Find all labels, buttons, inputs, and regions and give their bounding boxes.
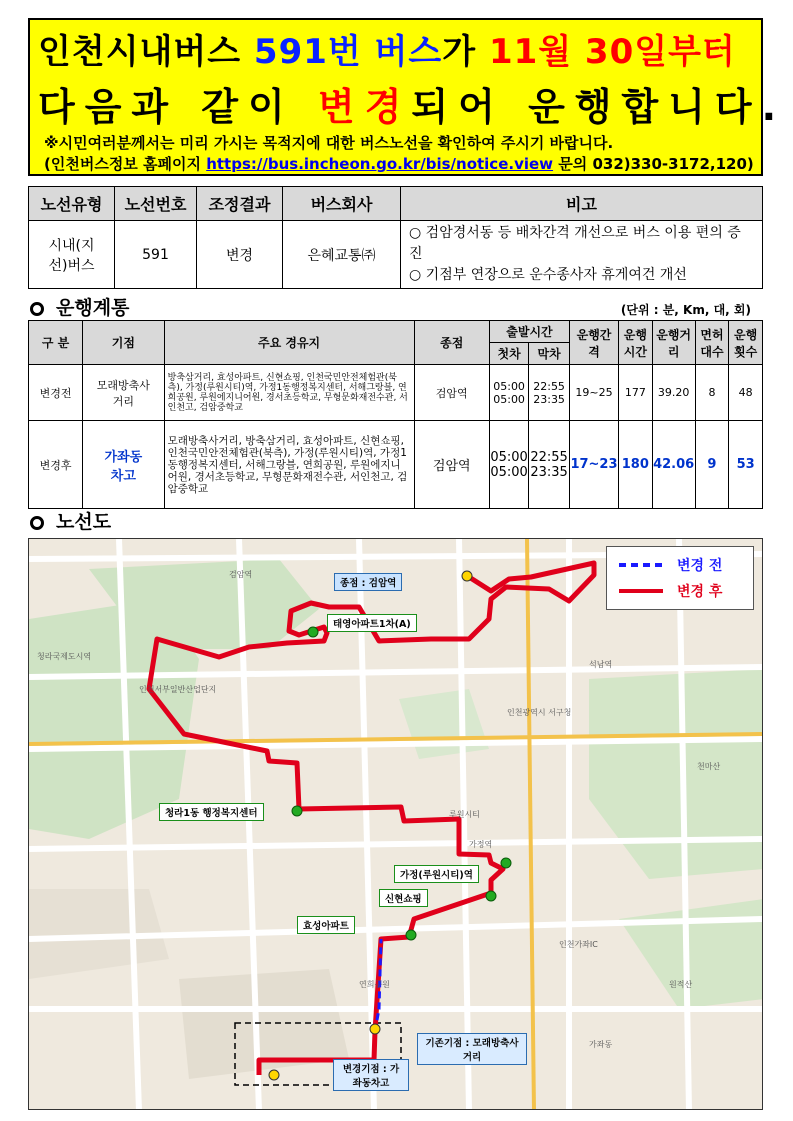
stop-marker (292, 806, 302, 816)
start-cell: 가좌동 차고 (83, 421, 165, 509)
stop-label-new-start: 변경기점 : 가좌동차고 (333, 1059, 409, 1091)
header-text: 다음과 같이 (38, 85, 318, 129)
stop-label-hyoseong: 효성아파트 (297, 916, 355, 934)
route-number-cell: 591 (115, 221, 197, 289)
header-start: 기점 (83, 321, 165, 365)
poi-label: 인천광역시 서구청 (507, 708, 572, 717)
stop-label-terminal: 종점 : 검암역 (334, 573, 402, 591)
last-bus-cell (529, 365, 570, 421)
note-line: ○ 기점부 연장으로 운수종사자 휴게여건 개선 (409, 267, 687, 283)
row-label: 변경전 (29, 365, 83, 421)
header-end: 종점 (414, 321, 489, 365)
stop-marker (501, 858, 511, 868)
section-route-map (30, 507, 111, 534)
last-time: 23:35 (533, 392, 565, 406)
poi-label: 천마산 (697, 762, 721, 771)
header-text: 되어 운행합니다. (411, 85, 787, 129)
first-time: 05:00 (490, 464, 528, 480)
stop-label-gajeong: 가정(루원시티)역 (394, 865, 479, 883)
notice-text: ※시민여러분께서는 미리 가시는 목적지에 대한 버스노선을 확인하여 주시기 바랍니다. (44, 134, 614, 152)
contact-phone: 문의 032)330-3172,120) (553, 155, 754, 173)
section-title: 노선도 (56, 511, 112, 533)
first-bus-cell (489, 365, 528, 421)
poi-label: 원적산 (669, 980, 693, 989)
header-last: 막차 (529, 343, 570, 365)
section-title: 운행계통 (56, 297, 130, 319)
last-bus-cell (529, 421, 570, 509)
last-time: 22:55 (533, 379, 565, 393)
distance-cell: 39.20 (652, 365, 695, 421)
header-buses: 면허대수 (695, 321, 729, 365)
last-time: 23:35 (530, 464, 568, 480)
stop-marker (308, 627, 318, 637)
trips-cell: 53 (729, 421, 763, 509)
header-first: 첫차 (489, 343, 528, 365)
header-route-type: 노선유형 (29, 187, 115, 221)
interval-cell: 19~25 (569, 365, 618, 421)
section-operation (30, 293, 129, 320)
header-result: 조정결과 (197, 187, 283, 221)
table-row (29, 221, 763, 289)
poi-label: 청라국제도시역 (37, 652, 92, 661)
header-route-number: 노선번호 (115, 187, 197, 221)
map-legend (606, 546, 754, 610)
header-line-2 (38, 76, 786, 131)
header-distance: 운행거리 (652, 321, 695, 365)
route-type-cell: 시내(지선)버스 (29, 221, 115, 289)
summary-table (28, 186, 763, 289)
last-time: 22:55 (530, 449, 568, 465)
operation-table (28, 320, 763, 509)
buses-cell: 9 (695, 421, 729, 509)
header-text: 인천시내버스 (38, 32, 254, 72)
legend-after-label: 변경 후 (677, 584, 723, 600)
time-cell: 180 (619, 421, 653, 509)
first-bus-cell (489, 421, 528, 509)
start-cell: 모래방축사거리 (83, 365, 165, 421)
table-row-before (29, 365, 763, 421)
stop-marker (406, 930, 416, 940)
route-highlight: 591번 버스 (253, 32, 443, 72)
change-highlight: 변경 (318, 85, 412, 129)
buses-cell: 8 (695, 365, 729, 421)
stop-label-cheongna: 청라1동 행정복지센터 (159, 803, 264, 821)
contact-text (44, 153, 754, 174)
notice-header (28, 18, 787, 176)
header-via: 주요 경유지 (164, 321, 414, 365)
old-start-marker (370, 1024, 380, 1034)
terminal-stop-marker (462, 571, 472, 581)
row-label: 변경후 (29, 421, 83, 509)
poi-label: 루원시티 (449, 810, 480, 819)
first-time: 05:00 (493, 392, 525, 406)
new-start-marker (269, 1070, 279, 1080)
header-line-1 (38, 24, 736, 73)
poi-label: 가좌동 (589, 1040, 613, 1049)
route-map (28, 538, 763, 1110)
date-highlight: 11월 30일부터 (488, 32, 736, 72)
interval-cell: 17~23 (569, 421, 618, 509)
unit-note: (단위 : 분, Km, 대, 회) (620, 303, 751, 317)
header-interval: 운행간격 (569, 321, 618, 365)
circle-bullet-icon (30, 516, 44, 530)
note-line: ○ 검암경서동 등 배차간격 개선으로 버스 이용 편의 증진 (409, 225, 741, 262)
legend-before-label: 변경 전 (677, 558, 723, 574)
poi-label: 인천가좌IC (559, 940, 598, 949)
header-trips: 운행횟수 (729, 321, 763, 365)
first-time: 05:00 (490, 449, 528, 465)
stop-label-sinhyeon: 신현쇼핑 (379, 889, 428, 907)
result-cell: 변경 (197, 221, 283, 289)
trips-cell: 48 (729, 365, 763, 421)
poi-label: 검암역 (229, 570, 253, 579)
header-gubun: 구 분 (29, 321, 83, 365)
header-company: 버스회사 (283, 187, 401, 221)
header-departure: 출발시간 (489, 321, 569, 343)
time-cell: 177 (619, 365, 653, 421)
first-time: 05:00 (493, 379, 525, 393)
poi-label: 가정역 (469, 840, 493, 849)
header-time: 운행시간 (619, 321, 653, 365)
contact-prefix: (인천버스정보 홈페이지 (44, 155, 207, 173)
poi-label: 인천서부일반산업단지 (139, 685, 217, 694)
table-row-after (29, 421, 763, 509)
header-text: 가 (442, 32, 489, 72)
note-cell (401, 221, 763, 289)
stop-marker (486, 891, 496, 901)
via-cell: 모래방축사거리, 방축삼거리, 효성아파트, 신현쇼핑, 인천국민안전체험관(북측), 가정(루원시티)역, 가정1동행정복지센터, 서해그랑블, 연희공원, 루원에지니어원, 경서초등학교, 무형문화재전수관, 서인천고, 검암중학교 (164, 421, 414, 509)
end-cell: 검암역 (414, 365, 489, 421)
distance-cell: 42.06 (652, 421, 695, 509)
company-cell: 은혜교통㈜ (283, 221, 401, 289)
header-note: 비고 (401, 187, 763, 221)
stop-label-taeyoung: 태영아파트1차(A) (327, 614, 417, 632)
via-cell: 방축삼거리, 효성아파트, 신현쇼핑, 인천국민안전체험관(북측), 가정(루원시티)역, 가정1동행정복지센터, 서해그랑블, 연희공원, 루원에지니어원, 경서초등학교, 무형문화재전수관, 서인천고, 검암중학교 (164, 365, 414, 421)
homepage-link[interactable]: https://bus.incheon.go.kr/bis/notice.view (206, 155, 554, 173)
circle-bullet-icon (30, 302, 44, 316)
stop-label-old-start: 기존기점 : 모래방축사거리 (417, 1033, 527, 1065)
end-cell: 검암역 (414, 421, 489, 509)
poi-label: 석남역 (589, 660, 613, 669)
poi-label: 연희공원 (359, 980, 390, 989)
